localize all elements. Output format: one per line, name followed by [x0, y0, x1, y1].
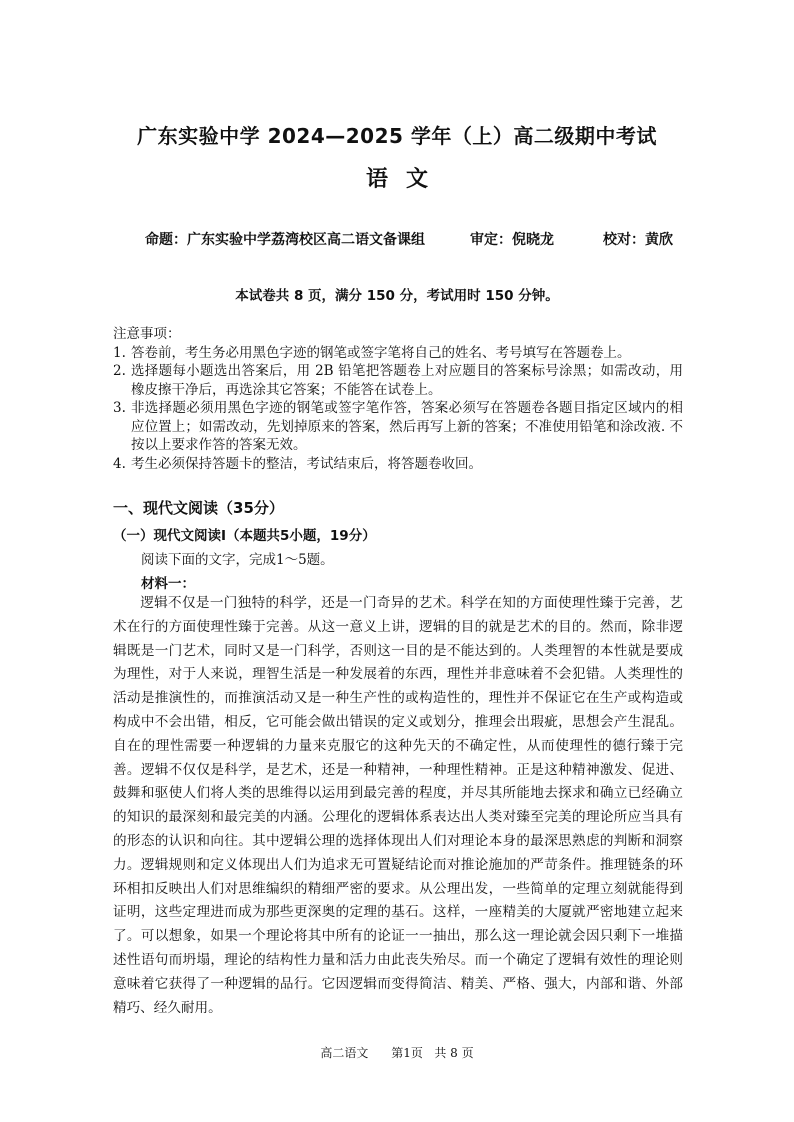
notice-item-text: 答卷前，考生务必用黑色字迹的钢笔或签字笔将自己的姓名、考号填写在答题卷上。 [131, 344, 631, 361]
subject-title: 语文 [365, 167, 446, 192]
notice-item-number: 4. [113, 455, 126, 472]
footer-total-pages: 共 8 页 [434, 1046, 474, 1060]
notice-item-number: 2. [113, 363, 126, 379]
notice-list [113, 344, 683, 474]
notice-block [113, 325, 683, 473]
credit-checker: 校对：黄欣 [603, 232, 673, 248]
notice-item [113, 344, 683, 363]
notice-item-number: 1. [113, 344, 126, 361]
reading-instruction: 阅读下面的文字，完成1～5题。 [141, 552, 334, 568]
exam-title: 广东实验中学 2024—2025 学年（上）高二级期中考试 [137, 124, 657, 148]
material-label: 材料一： [141, 576, 195, 592]
reading-passage: 逻辑不仅是一门独特的科学，还是一门奇异的艺术。科学在知的方面使理性臻于完善，艺术在行的方面使理性臻于完善。从这一意义上讲，逻辑的目的就是艺术的目的。然而，除非逻辑既是一门艺术，同时又是一门科学，否则这一目的是不能达到的。人类理智的本性就是要成为理性，对于人来说，理智生活是一种发展着的东西，理性并非意味着不会犯错。人类理性的活动是推演性的，而推演活动又是一种生产性的或构造性的，理性并不保证它在生产或构造或构成中不会出错，相反，它可能会做出错误的定义或划分，推理会出瑕疵，思想会产生混乱。自在的理性需要一种逻辑的力量来克服它的这种先天的不确定性，从而使理性的德行臻于完善。逻辑不仅仅是科学，是艺术，还是一种精神，一种理性精神。正是这种精神激发、促进、鼓舞和驱使人们将人类的思维得以运用到最完善的程度，并尽其所能地去探求和确立已经确立的知识的最深刻和最完美的内涵。公理化的逻辑体系表达出人类对臻至完美的理论所应当具有的形态的认识和向往。其中逻辑公理的选择体现出人们对理论本身的最深思熟虑的判断和洞察力。逻辑规则和定义体现出人们为追求无可置疑结论而对推论施加的严苛条件。推理链条的环环相扣反映出人们对思维编织的精细严密的要求。从公理出发，一些简单的定理立刻就能得到证明，这些定理进而成为那些更深奥的定理的基石。这样，一座精美的大厦就严密地建立起来了。可以想象，如果一个理论将其中所有的论证一一抽出，那么这一理论就会因只剩下一堆描述性语句而坍塌，理论的结构性力量和活力由此丧失殆尽。而一个确定了逻辑有效性的理论则意味着它获得了一种逻辑的品行。它因逻辑而变得简洁、精美、严格、强大，内部和谐、外部精巧、经久耐用。 [113, 595, 683, 1016]
notice-item-text: 选择题每小题选出答案后，用 2B 铅笔把答题卷上对应题目的答案标号涂黑；如需改动，用橡皮擦干净后，再选涂其它答案；不能答在试卷上。 [131, 363, 683, 398]
page-footer [0, 1044, 794, 1061]
credit-setter: 命题：广东实验中学荔湾校区高二语文备课组 [145, 232, 425, 248]
notice-item-number: 3. [113, 400, 126, 416]
notice-heading: 注意事项： [113, 326, 181, 342]
notice-item [113, 399, 683, 455]
credit-reviewer: 审定：倪晓龙 [470, 232, 554, 248]
footer-subject: 高二语文 [320, 1046, 369, 1060]
notice-item [113, 455, 683, 474]
notice-item-text: 考生必须保持答题卡的整洁，考试结束后，将答题卷收回。 [131, 455, 482, 472]
notice-item-text: 非选择题必须用黑色字迹的钢笔或签字笔作答，答案必须写在答题卷各题目指定区域内的相应位置上；如需改动，先划掉原来的答案，然后再写上新的答案；不准使用铅笔和涂改液. 不按以上要求作答的答案无效。 [131, 400, 683, 453]
notice-item [113, 362, 683, 399]
exam-info: 本试卷共 8 页，满分 150 分，考试用时 150 分钟。 [235, 288, 559, 304]
section-heading: 一、现代文阅读（35分） [113, 499, 284, 517]
sub-section-heading: （一）现代文阅读Ⅰ（本题共5小题，19分） [113, 528, 376, 544]
footer-page-number: 第1页 [391, 1046, 423, 1060]
